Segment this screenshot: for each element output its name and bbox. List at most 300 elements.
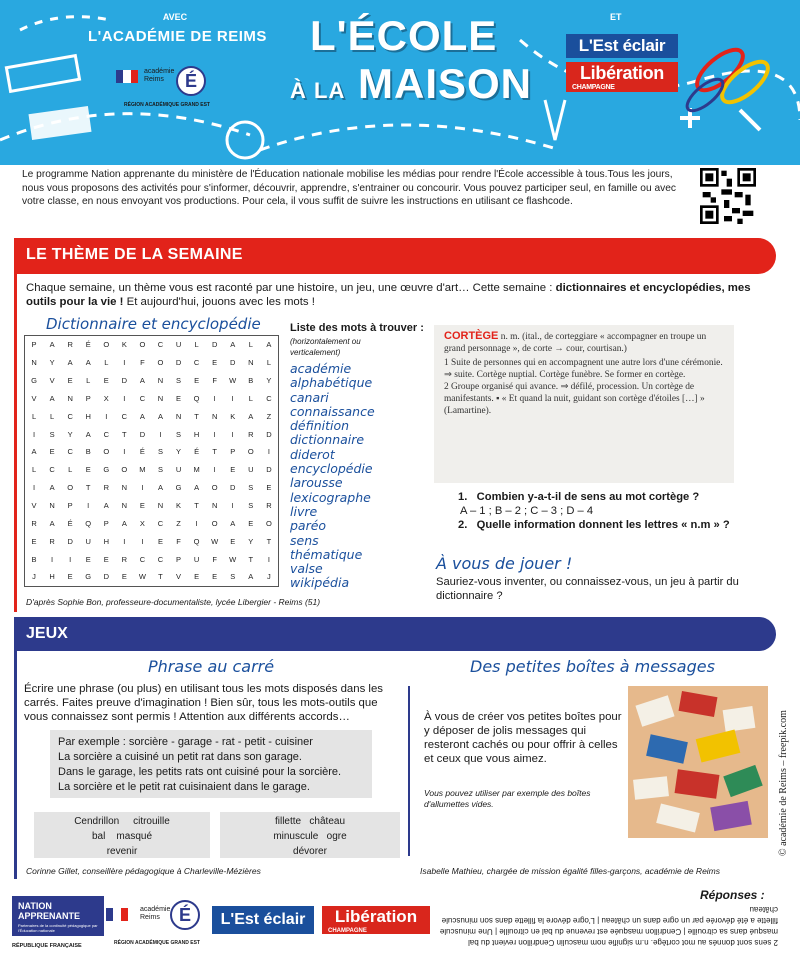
grid-cell[interactable]: D xyxy=(139,429,146,439)
grid-cell[interactable]: E xyxy=(266,483,272,493)
academie-logo-text: académie Reims xyxy=(144,68,175,83)
word-list-item: thématique xyxy=(290,546,363,562)
example-box xyxy=(50,730,372,798)
grid-cell[interactable]: E xyxy=(103,376,109,386)
grid-cell[interactable]: C xyxy=(157,340,164,350)
grid-cell[interactable]: V xyxy=(31,393,37,403)
grid-cell[interactable]: L xyxy=(68,465,73,475)
grid-cell[interactable]: K xyxy=(176,501,182,511)
grid-cell[interactable]: L xyxy=(194,340,199,350)
grid-cell[interactable]: R xyxy=(121,554,128,564)
grid-cell[interactable]: N xyxy=(211,411,218,421)
reponses-title: Réponses : xyxy=(700,888,765,902)
word-list-item: académie xyxy=(290,361,352,376)
grid-cell[interactable]: R xyxy=(103,483,109,493)
word-list-item: dictionnaire xyxy=(290,432,365,448)
grid-cell[interactable]: H xyxy=(85,411,91,421)
grid-cell[interactable]: R xyxy=(266,501,272,511)
grid-cell[interactable]: O xyxy=(265,518,272,528)
grid-cell[interactable]: O xyxy=(247,447,254,457)
grid-cell[interactable]: P xyxy=(176,554,182,564)
word-search-table xyxy=(25,336,278,586)
grid-cell[interactable]: A xyxy=(49,483,55,493)
boites-text: À vous de créer vos petites boîtes pour y déposer de jolis messages qui resteront cachés ou pour offrir à celles et ceux que vous aimez. xyxy=(424,711,622,765)
nation-apprenante-logo xyxy=(12,896,104,936)
grid-cell[interactable]: Z xyxy=(176,518,181,528)
grid-cell[interactable]: M xyxy=(139,465,146,475)
grid-cell[interactable]: N xyxy=(175,411,182,421)
grid-cell[interactable]: O xyxy=(67,483,74,493)
grid-cell[interactable]: N xyxy=(248,358,254,368)
theme-banner xyxy=(14,238,776,274)
grid-cell[interactable]: E xyxy=(139,501,145,511)
grid-cell[interactable]: C xyxy=(103,429,109,439)
vous-title: À vous de jouer ! xyxy=(436,554,573,573)
region-label: RÉGION ACADÉMIQUE GRAND EST xyxy=(124,102,210,108)
grid-cell[interactable]: C xyxy=(49,465,55,475)
title-line2 xyxy=(290,60,532,108)
grid-cell[interactable]: L xyxy=(248,393,253,403)
grid-cell[interactable]: A xyxy=(248,572,254,582)
grid-cell[interactable]: N xyxy=(157,376,164,386)
grid-cell[interactable]: E xyxy=(85,465,91,475)
word-list-item: livre xyxy=(290,503,318,519)
grid-row xyxy=(25,550,278,568)
grid-cell[interactable]: J xyxy=(267,572,271,582)
footer-academie-text: académie Reims xyxy=(140,906,171,921)
grid-cell[interactable]: A xyxy=(248,411,254,421)
grid-cell[interactable]: E xyxy=(212,572,218,582)
question-2-text: Quelle information donnent les lettres « n.m » ? xyxy=(476,519,730,531)
grid-cell[interactable]: L xyxy=(104,358,109,368)
grid-cell[interactable]: T xyxy=(122,429,127,439)
grid-cell[interactable]: L xyxy=(31,465,37,475)
grid-cell[interactable]: I xyxy=(195,518,198,528)
grid-cell[interactable]: L xyxy=(86,376,91,386)
title-line2-big: MAISON xyxy=(358,60,532,107)
nation-label: NATION APPRENANTE xyxy=(18,901,81,921)
example-line: La sorcière a cuisiné un petit rat dans son garage. xyxy=(58,751,302,763)
grid-cell[interactable]: U xyxy=(85,536,91,546)
jeux-banner-label: JEUX xyxy=(26,625,68,642)
grid-cell[interactable]: W xyxy=(211,536,219,546)
grid-cell[interactable]: A xyxy=(121,518,127,528)
footer-est-eclair-logo: L'Est éclair xyxy=(212,906,314,934)
grid-cell[interactable]: S xyxy=(157,465,163,475)
grid-cell[interactable]: A xyxy=(266,340,272,350)
word-list-item: paréo xyxy=(290,518,327,534)
dict-header: n. m. (ital., de corteggiare « accompagner en troupe un grand personnage », de corte → cour, courtisan.) xyxy=(444,332,707,354)
dictionary-entry xyxy=(434,325,734,483)
word-list-item: encyclopédie xyxy=(290,461,373,477)
grid-cell[interactable]: W xyxy=(229,376,237,386)
word-box-1 xyxy=(34,812,210,858)
answers-upside-down: 2 sens sont donnés au mot cortège. n.m signifie nom masculin Cendrillon revient du bal masqué dans sa citrouille | Cendrillon masquée est revenue du bal en citrouille | Une minuscule fillette a été dévorée par un ogre dans un château | L'ogre dévore la fillette dans son minuscule château xyxy=(439,905,778,947)
grid-cell[interactable]: O xyxy=(211,483,218,493)
grid-cell[interactable]: S xyxy=(176,376,182,386)
grid-cell[interactable]: M xyxy=(193,465,200,475)
grid-cell[interactable]: D xyxy=(230,483,236,493)
grid-cell[interactable]: Q xyxy=(85,518,92,528)
dict-sense-2: 2 Groupe organisé qui avance. ⇒ défilé, procession. Un cortège de manifestants. ▪ « Et quand la nuit, guidant son cortège d'étoiles […] » (Lamartine). xyxy=(444,382,705,416)
grid-cell[interactable]: C xyxy=(139,393,146,403)
grid-cell[interactable]: R xyxy=(248,429,254,439)
grid-cell[interactable]: X xyxy=(139,518,145,528)
grid-cell[interactable]: L xyxy=(31,411,37,421)
grid-cell[interactable]: E xyxy=(230,536,236,546)
grid-cell[interactable]: Q xyxy=(193,393,200,403)
jeux-credit-left: Corinne Gillet, conseillère pédagogique à Charleville-Mézières xyxy=(26,866,261,876)
grid-cell[interactable]: X xyxy=(103,393,109,403)
grid-cell[interactable]: E xyxy=(85,554,91,564)
grid-cell[interactable]: K xyxy=(230,411,236,421)
lead-normal: Chaque semaine, un thème vous est raconté par une histoire, un jeu, une œuvre d'art… Cette semaine : xyxy=(26,282,556,294)
grid-cell[interactable]: N xyxy=(67,393,73,403)
republique-label: RÉPUBLIQUE FRANÇAISE xyxy=(12,943,82,949)
grid-cell[interactable]: E xyxy=(67,572,73,582)
grid-cell[interactable]: J xyxy=(32,572,36,582)
grid-cell[interactable]: N xyxy=(121,501,128,511)
grid-row xyxy=(25,532,278,550)
grid-cell[interactable]: I xyxy=(51,554,54,564)
question-2: 2. Quelle information donnent les lettres « n.m » ? xyxy=(458,519,730,531)
grid-cell[interactable]: E xyxy=(121,572,127,582)
grid-cell[interactable]: A xyxy=(139,376,145,386)
grid-row xyxy=(25,407,278,425)
grid-cell[interactable]: I xyxy=(141,483,144,493)
word-box-line: Cendrillon citrouille xyxy=(74,816,170,827)
grid-cell[interactable]: I xyxy=(105,411,108,421)
grid-cell[interactable]: É xyxy=(194,447,200,457)
grid-cell[interactable]: F xyxy=(176,536,181,546)
phrase-title: Phrase au carré xyxy=(148,657,275,676)
grid-cell[interactable]: D xyxy=(121,376,128,386)
footer-liberation-logo xyxy=(322,906,430,934)
word-list-item: diderot xyxy=(290,446,335,462)
lead-bold: dictionnaires et encyclopédies, mes outils pour la vie ! xyxy=(26,282,751,308)
grid-cell[interactable]: C xyxy=(157,518,164,528)
example-line: Par exemple : sorcière - garage - rat - petit - cuisiner xyxy=(58,736,313,748)
grid-cell[interactable]: L xyxy=(248,340,253,350)
grid-cell[interactable]: I xyxy=(123,447,126,457)
grid-cell[interactable]: I xyxy=(123,536,126,546)
theme-banner-label: LE THÈME DE LA SEMAINE xyxy=(26,246,243,263)
grid-cell[interactable]: U xyxy=(248,465,254,475)
grid-cell[interactable]: F xyxy=(212,376,217,386)
question-1-text: Combien y-a-t-il de sens au mot cortège ? xyxy=(476,491,700,503)
liberation-logo xyxy=(566,62,678,92)
avec-label: AVEC xyxy=(162,12,188,22)
grid-cell[interactable]: Y xyxy=(266,376,272,386)
grid-row xyxy=(25,425,278,443)
grid-cell[interactable]: A xyxy=(157,483,163,493)
e-logo-icon: É xyxy=(176,66,206,96)
word-list xyxy=(290,362,420,591)
grid-cell[interactable]: S xyxy=(230,572,236,582)
grid-cell[interactable]: A xyxy=(230,518,236,528)
grid-cell[interactable]: O xyxy=(103,447,110,457)
grid-cell[interactable]: D xyxy=(103,572,109,582)
grid-cell[interactable]: E xyxy=(103,554,109,564)
grid-cell[interactable]: T xyxy=(194,501,199,511)
grid-cell[interactable]: R xyxy=(31,518,37,528)
boites-title: Des petites boîtes à messages xyxy=(470,657,715,676)
grid-cell[interactable]: N xyxy=(157,501,164,511)
grid-cell[interactable]: A xyxy=(85,358,91,368)
grid-cell[interactable]: Q xyxy=(193,536,200,546)
flashcode-icon[interactable] xyxy=(700,168,756,224)
grid-cell[interactable]: I xyxy=(87,501,90,511)
grid-cell[interactable]: W xyxy=(229,554,237,564)
word-box-line: fillette château xyxy=(274,816,346,827)
theme-lead xyxy=(26,281,781,309)
grid-cell[interactable]: C xyxy=(193,358,200,368)
grid-cell[interactable]: G xyxy=(31,376,37,386)
word-box-line: dévorer xyxy=(293,846,327,857)
boites-note: Vous pouvez utiliser par exemple des boîtes d'allumettes vides. xyxy=(424,788,591,809)
grid-row xyxy=(25,568,278,586)
grid-cell[interactable]: G xyxy=(175,483,182,493)
grid-cell[interactable]: H xyxy=(193,429,200,439)
title-line2-small: À LA xyxy=(290,78,346,103)
grid-cell[interactable]: T xyxy=(158,572,163,582)
grid-cell[interactable]: E xyxy=(157,536,163,546)
grid-title: Dictionnaire et encyclopédie xyxy=(46,315,261,333)
grid-cell[interactable]: Y xyxy=(176,447,182,457)
grid-cell[interactable]: A xyxy=(31,447,37,457)
word-list-item: connaissance xyxy=(290,403,375,419)
grid-row xyxy=(25,497,278,515)
grid-cell[interactable]: C xyxy=(139,554,146,564)
grid-cell[interactable]: L xyxy=(50,411,55,421)
footer-e-logo-icon: É xyxy=(170,900,200,930)
grid-cell[interactable]: O xyxy=(139,340,146,350)
est-eclair-logo: L'Est éclair xyxy=(566,34,678,58)
word-list-item: lexicographe xyxy=(290,489,371,505)
grid-cell[interactable]: A xyxy=(103,501,109,511)
grid-cell[interactable]: Z xyxy=(266,411,272,421)
grid-cell[interactable]: U xyxy=(175,465,182,475)
grid-cell[interactable]: E xyxy=(212,358,218,368)
grid-cell[interactable]: S xyxy=(248,483,254,493)
grid-cell[interactable]: P xyxy=(31,340,37,350)
grid-cell[interactable]: A xyxy=(49,340,55,350)
grid-cell[interactable]: B xyxy=(248,376,254,386)
grid-cell[interactable]: F xyxy=(140,358,145,368)
grid-cell[interactable]: I xyxy=(213,393,216,403)
grid-cell[interactable]: H xyxy=(103,536,109,546)
grid-cell[interactable]: S xyxy=(157,447,163,457)
grid-cell[interactable]: E xyxy=(176,393,182,403)
grid-cell[interactable]: U xyxy=(193,554,200,564)
grid-cell[interactable]: C xyxy=(67,447,73,457)
grid-cell[interactable]: T xyxy=(248,554,254,564)
grid-cell[interactable]: A xyxy=(230,340,236,350)
grid-cell[interactable]: O xyxy=(211,518,218,528)
grid-cell[interactable]: A xyxy=(194,483,200,493)
wordlist-subtitle: (horizontalement ou verticalement) xyxy=(290,337,361,357)
grid-cell[interactable]: B xyxy=(31,554,37,564)
word-list-item: alphabétique xyxy=(290,375,373,391)
vous-text: Sauriez-vous inventer, ou connaissez-vous, un jeu à partir du dictionnaire ? xyxy=(436,576,739,602)
word-list-item: sens xyxy=(290,532,319,548)
word-list-item: valse xyxy=(290,561,323,577)
word-list-item: wikipédia xyxy=(290,575,350,591)
word-search-grid[interactable] xyxy=(24,335,279,587)
grid-cell[interactable]: N xyxy=(211,501,218,511)
grid-row xyxy=(25,372,278,390)
intro-text: Le programme Nation apprenante du ministère de l'Éducation nationale mobilise les médias pour rendre l'École accessible à tous.Tous les jours, nous vous proposons des activités pour s'informer, découvrir, apprendre, s'entrainer ou concourir. Vous pouvez participer seul, en famille ou avec votre classe, en nous envoyant vos productions. Pour cela, il vous suffit de suivre les instructions en utilisant ce flashcode. xyxy=(22,169,676,207)
grid-cell[interactable]: O xyxy=(157,358,164,368)
grid-row xyxy=(25,461,278,479)
grid-cell[interactable]: D xyxy=(211,340,218,350)
example-line: Dans le garage, les petits rats ont cuisiné pour la sorcière. xyxy=(58,766,342,778)
grid-cell[interactable]: E xyxy=(49,447,55,457)
grid-cell[interactable]: D xyxy=(266,465,272,475)
title-line1: L'ÉCOLE xyxy=(310,12,498,59)
french-flag-icon xyxy=(116,70,138,83)
grid-cell[interactable]: C xyxy=(67,411,73,421)
grid-cell[interactable]: D xyxy=(175,358,182,368)
grid-cell[interactable]: E xyxy=(194,572,200,582)
grid-cell[interactable]: Y xyxy=(67,429,73,439)
grid-cell[interactable]: T xyxy=(212,447,217,457)
grid-cell[interactable]: E xyxy=(248,518,254,528)
grid-cell[interactable]: N xyxy=(49,501,55,511)
grid-cell[interactable]: Y xyxy=(49,358,55,368)
grid-row xyxy=(25,336,278,354)
header xyxy=(0,0,800,165)
grid-cell[interactable]: G xyxy=(85,572,92,582)
grid-cell[interactable]: S xyxy=(176,429,182,439)
footer-flag-icon xyxy=(106,908,128,921)
grid-cell[interactable]: R xyxy=(67,340,73,350)
grid-cell[interactable]: É xyxy=(67,518,73,528)
grid-cell[interactable]: I xyxy=(123,358,126,368)
grid-cell[interactable]: P xyxy=(230,447,236,457)
example-line: La sorcière et le petit rat cuisinaient dans le garage. xyxy=(58,781,310,793)
grid-cell[interactable]: A xyxy=(67,358,73,368)
wordlist-title: Liste des mots à trouver : xyxy=(290,322,424,334)
grid-cell[interactable]: W xyxy=(138,572,146,582)
grid-cell[interactable]: I xyxy=(231,501,234,511)
grid-cell[interactable]: P xyxy=(67,501,73,511)
grid-cell[interactable]: A xyxy=(139,411,145,421)
grid-cell[interactable]: A xyxy=(49,393,55,403)
grid-cell[interactable]: D xyxy=(230,358,236,368)
grid-cell[interactable]: C xyxy=(121,411,128,421)
grid-cell[interactable]: I xyxy=(32,483,36,493)
grid-cell[interactable]: C xyxy=(266,393,272,403)
grid-cell[interactable]: O xyxy=(103,340,110,350)
grid-cell[interactable]: I xyxy=(123,393,126,403)
grid-cell[interactable]: T xyxy=(266,536,272,546)
grid-cell[interactable]: P xyxy=(85,393,91,403)
word-box-line: minuscule ogre xyxy=(273,831,347,842)
grid-cell[interactable]: I xyxy=(32,429,36,439)
grid-cell[interactable]: D xyxy=(67,536,73,546)
grid-cell[interactable]: I xyxy=(69,554,72,564)
theme-credit: D'après Sophie Bon, professeure-documentaliste, lycée Libergier - Reims (51) xyxy=(26,597,321,607)
grid-cell[interactable]: I xyxy=(267,447,270,457)
grid-cell[interactable]: N xyxy=(157,393,164,403)
grid-cell[interactable]: E xyxy=(31,536,37,546)
grid-cell[interactable]: I xyxy=(159,429,162,439)
grid-cell[interactable]: K xyxy=(121,340,127,350)
word-list-item: larousse xyxy=(290,475,343,491)
questions xyxy=(458,490,730,532)
grid-cell[interactable]: T xyxy=(194,411,199,421)
matchbox-photo xyxy=(628,686,768,838)
grid-cell[interactable]: T xyxy=(85,483,91,493)
grid-cell[interactable]: S xyxy=(248,501,254,511)
grid-cell[interactable]: É xyxy=(139,447,145,457)
grid-cell[interactable]: I xyxy=(231,429,234,439)
word-box-line: bal masqué xyxy=(91,831,153,842)
dict-sense-1: 1 Suite de personnes qui en accompagnent une autre lors d'une cérémonie. ⇒ suite. Cortège nuptial. Cortège funèbre. Se former en cortège. xyxy=(444,358,723,380)
grid-cell[interactable]: F xyxy=(212,554,217,564)
jeux-banner xyxy=(14,617,776,651)
copyright-vertical: © académie de Reims – freepik.com xyxy=(778,710,789,856)
grid-cell[interactable]: S xyxy=(49,429,55,439)
grid-cell[interactable]: A xyxy=(157,411,163,421)
grid-cell[interactable]: A xyxy=(85,429,91,439)
grid-cell[interactable]: Y xyxy=(248,536,254,546)
grid-row xyxy=(25,514,278,532)
grid-cell[interactable]: A xyxy=(49,518,55,528)
grid-row xyxy=(25,443,278,461)
grid-cell[interactable]: I xyxy=(267,554,270,564)
grid-row xyxy=(25,479,278,497)
grid-cell[interactable]: C xyxy=(157,554,164,564)
grid-cell[interactable]: V xyxy=(49,376,55,386)
phrase-text: Écrire une phrase (ou plus) en utilisant tous les mots disposés dans les carrés. Faites preuve d'imagination ! Bien sûr, tous les mots-outils que vous connaissez sont permis ! Attention aux différents accords… xyxy=(24,683,383,723)
grid-cell[interactable]: N xyxy=(31,358,37,368)
et-label: ET xyxy=(610,12,622,22)
word-box-line: revenir xyxy=(106,846,138,857)
grid-cell[interactable]: V xyxy=(176,572,182,582)
grid-cell[interactable]: V xyxy=(31,501,37,511)
grid-cell[interactable]: E xyxy=(194,376,200,386)
grid-cell[interactable]: E xyxy=(67,376,73,386)
grid-cell[interactable]: E xyxy=(230,465,236,475)
grid-cell[interactable]: R xyxy=(49,536,55,546)
grid-cell[interactable]: É xyxy=(85,340,91,350)
grid-cell[interactable]: I xyxy=(141,536,144,546)
word-list-item: canari xyxy=(290,389,329,405)
grid-cell[interactable]: D xyxy=(266,429,272,439)
grid-cell[interactable]: B xyxy=(85,447,91,457)
question-1: 1. Combien y-a-t-il de sens au mot cortège ? xyxy=(458,491,700,503)
grid-cell[interactable]: I xyxy=(213,465,216,475)
word-list-item: définition xyxy=(290,418,350,434)
grid-cell[interactable]: I xyxy=(231,393,234,403)
grid-cell[interactable]: L xyxy=(266,358,271,368)
word-box-2 xyxy=(220,812,400,858)
grid-cell[interactable]: U xyxy=(175,340,182,350)
dict-headword: CORTÈGE xyxy=(444,330,499,342)
grid-cell[interactable]: H xyxy=(49,572,55,582)
grid-cell[interactable]: P xyxy=(103,518,109,528)
grid-cell[interactable]: O xyxy=(121,465,128,475)
divider xyxy=(408,686,410,856)
grid-cell[interactable]: G xyxy=(103,465,110,475)
academie-logo xyxy=(112,66,222,116)
lead-end: Et aujourd'hui, jouons avec les mots ! xyxy=(123,296,315,308)
grid-cell[interactable]: N xyxy=(121,483,128,493)
grid-cell[interactable]: I xyxy=(213,429,216,439)
footer-liberation-text: Libération xyxy=(334,907,418,926)
